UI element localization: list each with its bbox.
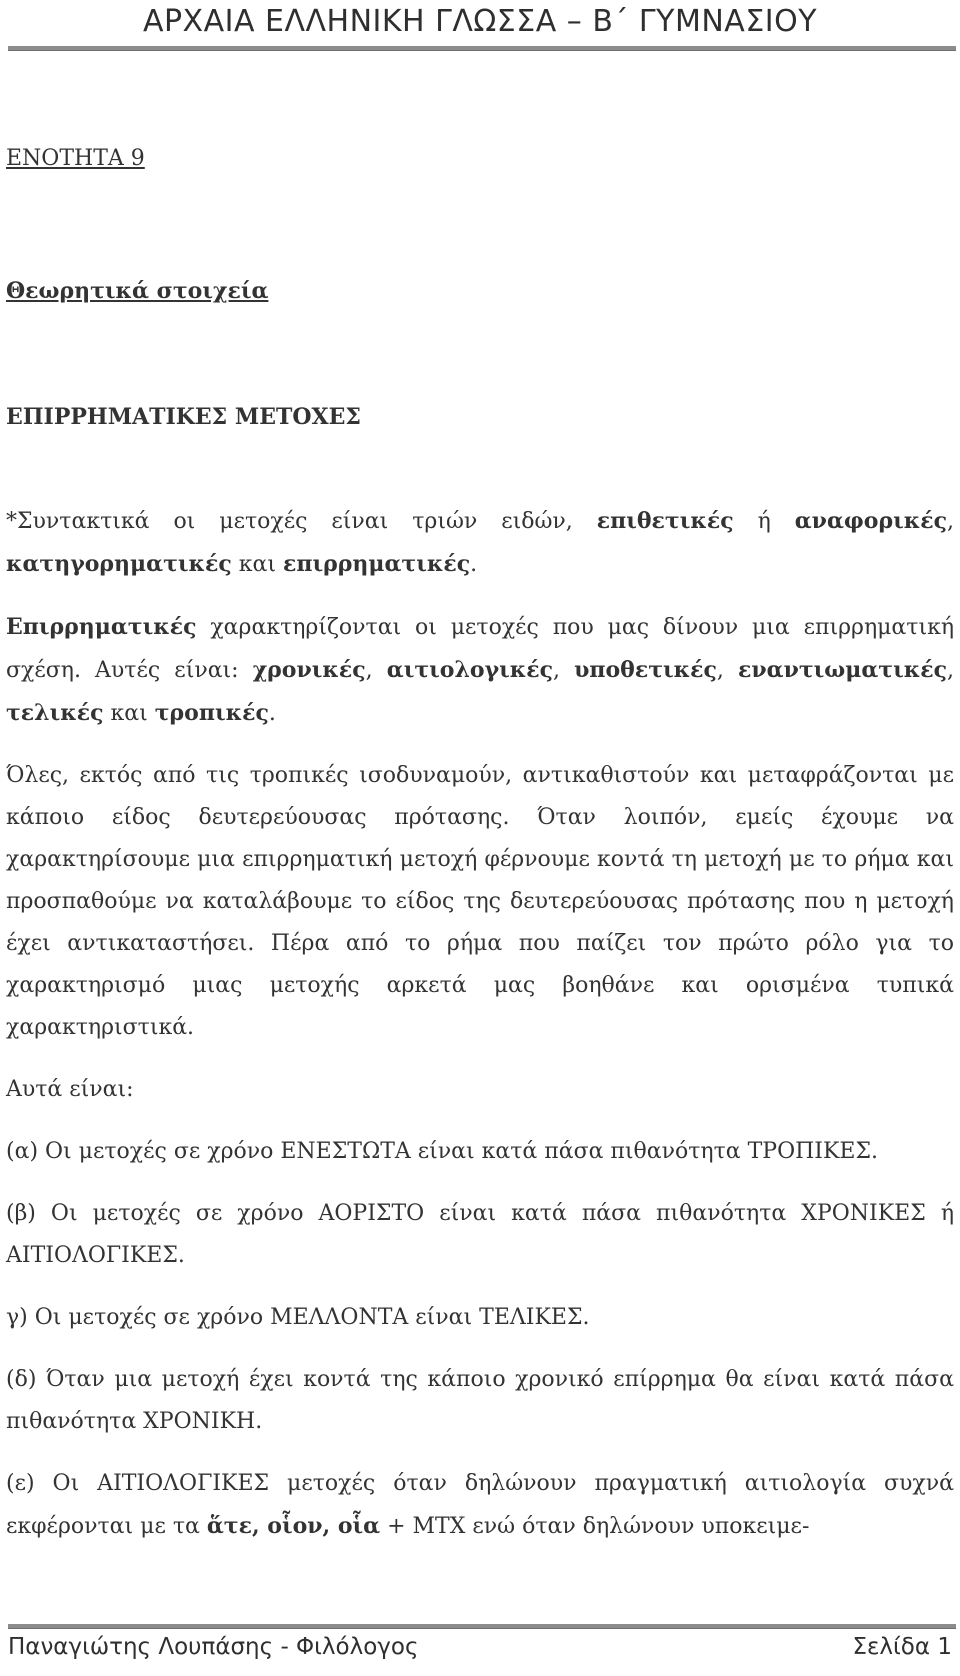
list-item xyxy=(6,1463,954,1548)
bold-term: χρονικές xyxy=(252,657,366,683)
text-run: και xyxy=(103,701,155,726)
text-run: (ε) Οι ΑΙΤΙΟΛΟΓΙΚΕΣ μετοχές όταν δηλώνουν πραγματική αιτιολογία συχνά εκφέρονται με τα xyxy=(6,1471,954,1539)
list-item: (β) Οι μετοχές σε χρόνο ΑΟΡΙΣΤΟ είναι κατά πάσα πιθανότητα ΧΡΟΝΙΚΕΣ ή ΑΙΤΙΟΛΟΓΙΚΕΣ. xyxy=(6,1201,954,1268)
text-run: , xyxy=(946,658,954,683)
section-subtitle: ΕΠΙΡΡΗΜΑΤΙΚΕΣ ΜΕΤΟΧΕΣ xyxy=(6,404,361,430)
header-title: ΑΡΧΑΙΑ ΕΛΛΗΝΙΚΗ ΓΛΩΣΣΑ – Β΄ ΓΥΜΝΑΣΙΟΥ xyxy=(142,4,818,39)
text-run: και xyxy=(231,552,283,577)
page-number: Σελίδα 1 xyxy=(852,1634,952,1660)
bold-term: επιρρηματικές xyxy=(283,551,471,577)
unit-title: ΕΝΟΤΗΤΑ 9 xyxy=(6,146,145,171)
bold-term: αναφορικές xyxy=(794,508,947,534)
text-run: χαρακτηρίζονται οι μετοχές που μας δίνουν μια επιρρηματική σχέση. Αυτές είναι: xyxy=(6,615,954,683)
text-run: . xyxy=(268,701,276,726)
text-run: ή xyxy=(733,509,795,534)
page-footer xyxy=(0,1624,960,1676)
text-run: . xyxy=(470,552,478,577)
document-body xyxy=(6,138,954,1548)
bold-term: Επιρρηματικές xyxy=(6,614,197,640)
text-run: , xyxy=(365,658,387,683)
text-run: + ΜΤΧ ενώ όταν δηλώνουν υποκειμε- xyxy=(380,1514,810,1539)
footer-author: Παναγιώτης Λουπάσης - Φιλόλογος xyxy=(8,1634,419,1660)
list-item: γ) Οι μετοχές σε χρόνο ΜΕΛΛΟΝΤΑ είναι ΤΕΛΙΚΕΣ. xyxy=(6,1305,590,1330)
bold-term: επιθετικές xyxy=(596,508,734,534)
header-divider xyxy=(8,46,956,51)
page-header xyxy=(0,0,960,50)
rules-list xyxy=(6,1131,954,1548)
theory-heading-text: Θεωρητικά στοιχεία xyxy=(6,278,269,304)
paragraph-adverbial xyxy=(6,606,954,735)
text-run: *Συντακτικά οι μετοχές είναι τριών ειδών, xyxy=(6,509,597,534)
bold-term: τελικές xyxy=(6,700,104,726)
paragraph-syntax xyxy=(6,500,954,586)
theory-heading xyxy=(6,270,954,312)
bold-term: κατηγορηματικές xyxy=(6,551,232,577)
text-run: , xyxy=(947,509,954,534)
bold-term: εναντιωματικές xyxy=(738,657,947,683)
bold-term: αιτιολογικές xyxy=(386,657,553,683)
bold-term: υποθετικές xyxy=(574,657,717,683)
text-run: , xyxy=(716,658,739,683)
paragraph-explanation: Όλες, εκτός από τις τροπικές ισοδυναμούν, αντικαθιστούν και μεταφράζονται με κάποιο είδος δευτερεύουσας πρότασης. Όταν λοιπόν, εμείς έχουμε να χαρακτηρίσουμε μια επιρρηματική μετοχή φέρνουμε κοντά τη μετοχή με το ρήμα και προσπαθούμε να καταλάβουμε το είδος της δευτερεύουσας πρότασης που η μετοχή έχει αντικαταστήσει. Πέρα από το ρήμα που παίζει τον πρώτο ρόλο για το χαρακτηρισμό μιας μετοχής αρκετά μας βοηθάνε και ορισμένα τυπικά χαρακτηριστικά. xyxy=(6,763,954,1040)
footer-divider xyxy=(8,1624,956,1629)
paragraph-intro-list: Αυτά είναι: xyxy=(6,1077,134,1102)
list-item: (δ) Όταν μια μετοχή έχει κοντά της κάποιο χρονικό επίρρημα θα είναι κατά πάσα πιθανότητα ΧΡΟΝΙΚΗ. xyxy=(6,1367,954,1434)
list-item: (α) Οι μετοχές σε χρόνο ΕΝΕΣΤΩΤΑ είναι κατά πάσα πιθανότητα ΤΡΟΠΙΚΕΣ. xyxy=(6,1139,879,1164)
bold-term: ἅτε, οἷον, οἷα xyxy=(206,1513,381,1539)
text-run: , xyxy=(553,658,575,683)
bold-term: τροπικές xyxy=(154,700,269,726)
